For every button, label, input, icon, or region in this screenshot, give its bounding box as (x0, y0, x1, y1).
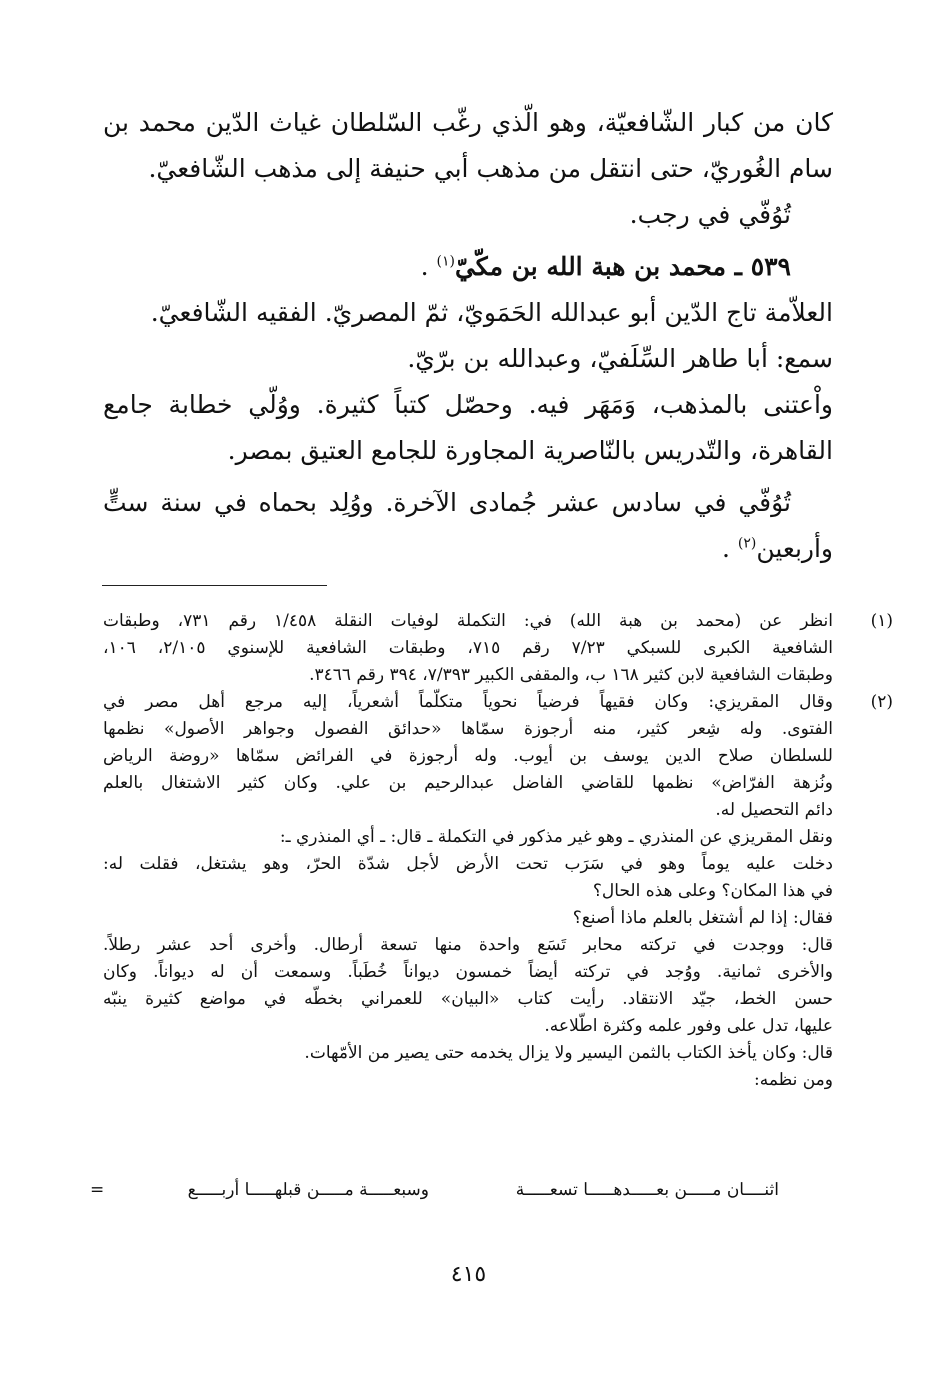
footnote-2-line: ونُزهة الفرّاض» نظمها للقاضي الفاضل عبدالرحيم بن علي. وكان كثير الاشتغال بالعلم (103, 773, 833, 793)
footnote-text: انظر عن (محمد بن هبة الله) في: التكملة لوفيات النقلة ١/٤٥٨ رقم ٧٣١، وطبقات (103, 611, 834, 631)
text-fragment: وأربعين (756, 534, 833, 563)
footnote-2-line: ومن نظمه: (753, 1070, 833, 1090)
footnotes (103, 608, 893, 1094)
page-number: ٤١٥ (450, 1262, 487, 1287)
entry-heading (103, 244, 833, 290)
entry-title: ٥٣٩ ـ محمد بن هبة الله بن مكّيّ (454, 252, 791, 281)
text-line: سمع: أبا طاهر السِّلَفيّ، وعبدالله بن برّيّ. (407, 344, 833, 373)
line-period: . (721, 534, 730, 563)
footnote-2-line: في هذا المكان؟ وعلى هذه الحال؟ (592, 881, 833, 901)
footnote-2-line: قال: وكان يأخذ الكتاب بالثمن اليسير ولا يزال يخدمه حتى يصير من الأمّهات. (304, 1043, 833, 1063)
text-line: تُوُفّي في رجب. (629, 200, 791, 229)
footnote-2-line (103, 689, 893, 716)
footnote-2-line: حسن الخط، جيّد الانتقاد. رأيت كتاب «البيان» للعمراني بخطّه في مواضع كثيرة ينبّه (103, 989, 833, 1009)
text-line: سام الغُوريّ، حتى انتقل من مذهب أبي حنيفة إلى مذهب الشّافعيّ. (148, 154, 833, 183)
main-text (103, 100, 833, 572)
continuation-mark: = (90, 1180, 105, 1200)
footnote-2-line: للسلطان صلاح الدين يوسف بن أيوب. وله أرجوزة في الفرائض سمّاها «روضة الرياض (103, 746, 833, 766)
text-line: القاهرة، والتّدريس بالنّاصرية المجاورة للجامع العتيق بمصر. (227, 436, 833, 465)
verse-line (90, 1180, 779, 1210)
footnote-2-line: دخلت عليه يوماً وهو في سَرَب تحت الأرض لأجل شدّة الحرّ، وهو يشتغل، فقلت له: (103, 854, 833, 874)
footnote-2-line: قال: ووجدت في تركته محابر تَسَع واحدة منها تسعة أرطال. وأخرى أحد عشر رطلاً. (103, 935, 833, 955)
footnote-1-line: الشافعية الكبرى للسبكي ٧/٢٣ رقم ٧١٥، وطبقات الشافعية للإسنوي ٢/١٠٥، ١٠٦، (103, 638, 833, 658)
text-line: كان من كبار الشّافعيّة، وهو الّذي رغّب السّلطان غياث الدّين محمد بن (103, 108, 833, 137)
footnote-number-2: (٢) (870, 692, 893, 712)
text-line-last (103, 526, 833, 572)
footnote-2-line: والأخرى ثمانية. ووُجد في تركته أيضاً خمسون ديواناً خُطَباً. وسمعت أن له ديواناً. وكان (103, 962, 833, 982)
footnote-1-line (103, 608, 893, 635)
footnote-1-line: وطبقات الشافعية لابن كثير ١٦٨ ب، والمقفى الكبير ٧/٣٩٣، ٣٩٤ رقم ٣٤٦٦. (309, 665, 833, 685)
text-line: تُوُفّي في سادس عشر جُمادى الآخرة. ووُلِد بحماه في سنة ستٍّ (103, 488, 791, 517)
verse-hemistich-1: اثنــــان مـــــن بعـــــدهـــــا تسعـــــة (515, 1180, 779, 1200)
heading-period: . (420, 252, 429, 281)
footnote-text: وقال المقريزي: وكان فقيهاً فرضياً نحوياً متكلّماً أشعرياً، إليه مرجع أهل مصر في (103, 692, 833, 712)
footnote-2-line: دائم التحصيل له. (715, 800, 833, 820)
text-line: العلاّمة تاج الدّين أبو عبدالله الحَمَويّ، ثمّ المصريّ. الفقيه الشّافعيّ. (150, 298, 833, 327)
footnote-ref-1: (١) (436, 253, 455, 270)
footnote-separator (102, 585, 327, 586)
footnote-2-line: الفتوى. وله شِعر كثير، منه أرجوزة سمّاها «حدائق الفصول وجواهر الأصول» نظمها (103, 719, 833, 739)
text-line: واْعتنى بالمذهب، وَمَهَر فيه. وحصّل كتباً كثيرة. ووُلّي خطابة جامع (103, 390, 833, 419)
footnote-2-line: عليها، تدل على وفور علمه وكثرة اطّلاعه. (544, 1016, 833, 1036)
footnote-number-1: (١) (870, 611, 893, 631)
footnote-ref-2: (٢) (737, 535, 757, 552)
footnote-2-line: ونقل المقريزي عن المنذري ـ وهو غير مذكور في التكملة ـ قال: ـ أي المنذري ـ: (279, 827, 833, 847)
footnote-2-line: فقال: إذا لم أشتغل بالعلم ماذا أصنع؟ (572, 908, 833, 928)
verse-hemistich-2: وسبعـــــة مـــــن قبلهـــــا أربـــــع (187, 1180, 429, 1200)
